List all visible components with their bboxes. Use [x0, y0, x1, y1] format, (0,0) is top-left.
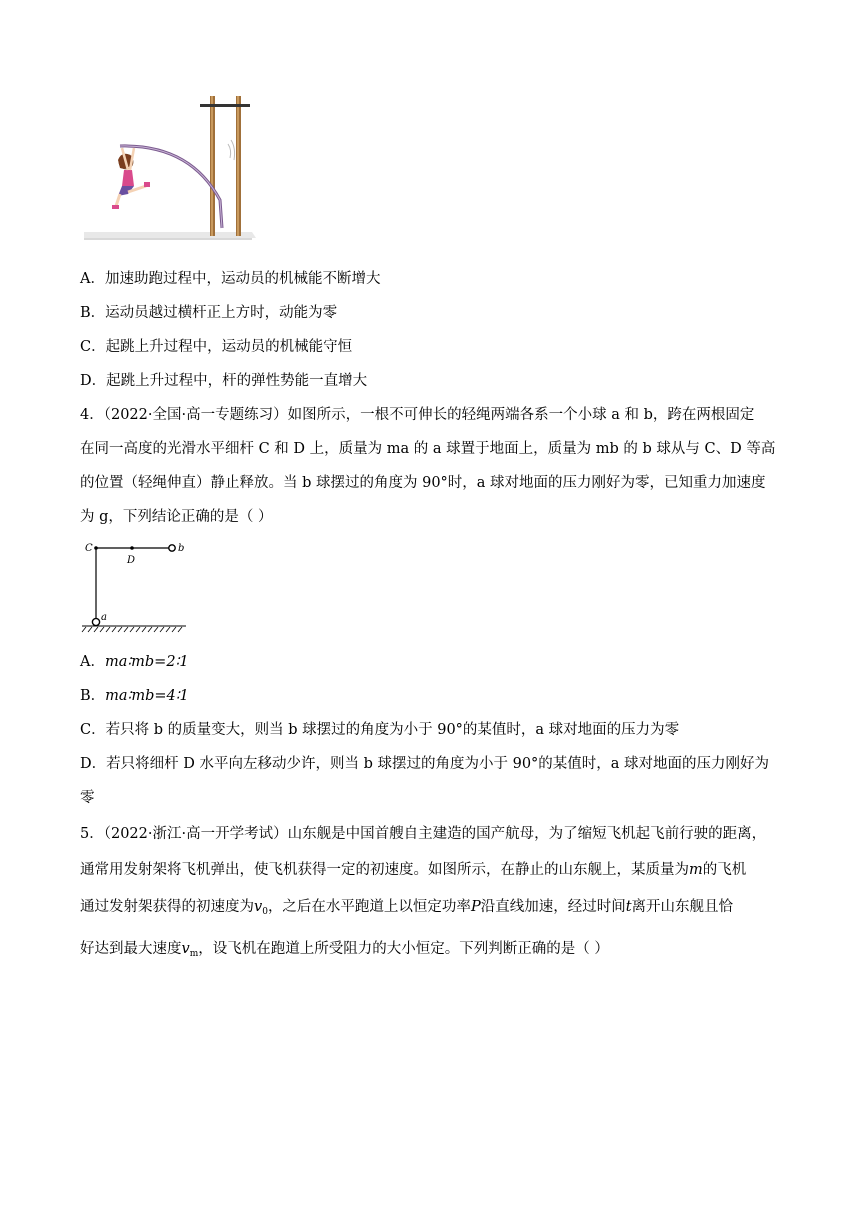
q5-stem-line-2: 通常用发射架将飞机弹出，使飞机获得一定的初速度。如图所示，在静止的山东舰上，某质量为m的飞机: [80, 862, 747, 878]
q4-option-a: A．ma∶mb=2∶1: [80, 654, 189, 670]
q4-option-c: C．若只将 b 的质量变大，则当 b 球摆过的角度为小于 90°的某值时，a 球对地面的压力为零: [80, 722, 680, 738]
pole-vault-figure: [80, 88, 260, 248]
q4-stem-line-3: 的位置（轻绳伸直）静止释放。当 b 球摆过的角度为 90°时，a 球对地面的压力刚好为零，已知重力加速度: [80, 475, 766, 491]
rope-ball-figure: [80, 538, 192, 634]
label-a: a: [101, 612, 107, 623]
q4-stem-line-4: 为 g，下列结论正确的是（ ）: [80, 509, 273, 525]
label-c: C: [85, 543, 93, 554]
q3-option-d: D．起跳上升过程中，杆的弹性势能一直增大: [80, 373, 368, 389]
q4-option-b: B．ma∶mb=4∶1: [80, 688, 189, 704]
q5-stem-line-4: 好达到最大速度$v_m$，设飞机在跑道上所受阻力的大小恒定。下列判断正确的是（ ）: [80, 941, 609, 959]
q5-stem-line-1: 5．（2022·浙江·高一开学考试）山东舰是中国首艘自主建造的国产航母，为了缩短飞机起飞前行驶的距离，: [80, 826, 767, 842]
q3-option-c: C．起跳上升过程中，运动员的机械能守恒: [80, 339, 353, 355]
q4-option-d-continued: 零: [80, 790, 95, 806]
q3-option-a: A．加速助跑过程中，运动员的机械能不断增大: [80, 271, 381, 287]
q4-stem-line-1: 4．（2022·全国·高一专题练习）如图所示，一根不可伸长的轻绳两端各系一个小球 a 和 b，跨在两根固定: [80, 407, 755, 423]
label-b: b: [178, 543, 185, 554]
q4-option-d: D．若只将细杆 D 水平向左移动少许，则当 b 球摆过的角度为小于 90°的某值时，a 球对地面的压力刚好为: [80, 756, 770, 772]
q4-stem-line-2: 在同一高度的光滑水平细杆 C 和 D 上，质量为 ma 的 a 球置于地面上，质量为 mb 的 b 球从与 C、D 等高: [80, 441, 776, 457]
q3-option-b: B．运动员越过横杆正上方时，动能为零: [80, 305, 338, 321]
label-d: D: [127, 555, 136, 566]
q5-stem-line-3: 通过发射架获得的初速度为$v_0$，之后在水平跑道上以恒定功率P沿直线加速，经过时间t离开山东舰且恰: [80, 899, 734, 917]
